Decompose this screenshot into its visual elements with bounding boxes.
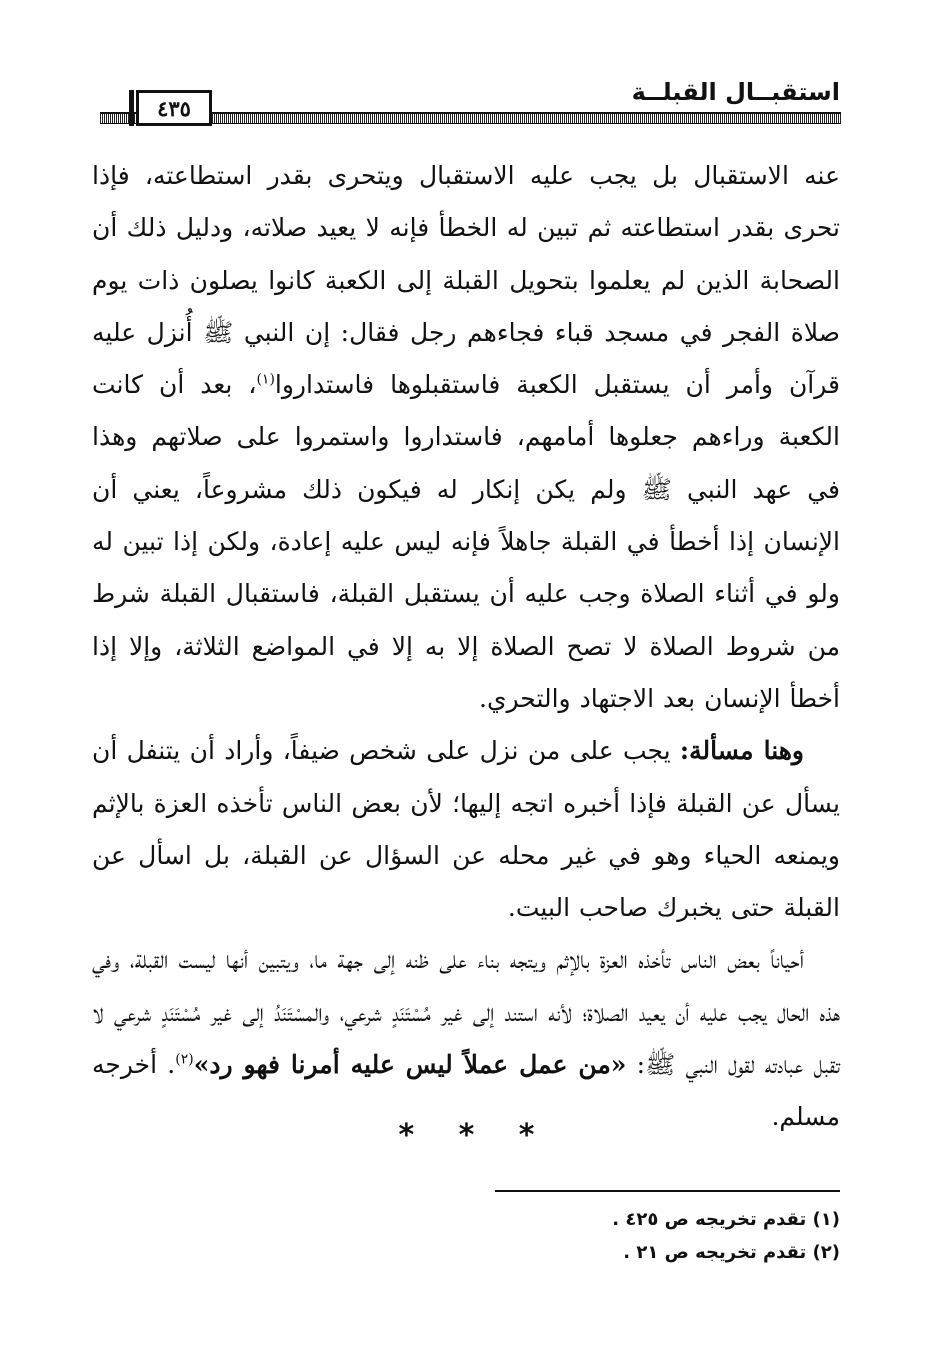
paragraph-3 xyxy=(92,934,840,1143)
footnote-2: (٢) تقدم تخريجه ص ٢١ . xyxy=(623,1242,840,1263)
paragraph-2 xyxy=(92,725,840,934)
paragraph-1-text: عنه الاستقبال بل يجب عليه الاستقبال ويتحرى بقدر استطاعته، فإذا تحرى بقدر استطاعته ثم تبين له الخطأ فإنه لا يعيد صلاته، ودليل ذلك أن الصحابة الذين لم يعلموا بتحويل القبلة إلى الكعبة كانوا يصلون ذات يوم صلاة الفجر في مسجد قباء فجاءهم رجل فقال: إن النبي ﷺ أُنزل عليه قرآن وأمر أن يستقبل الكعبة فاستقبلوها فاستداروا xyxy=(92,161,840,400)
footnote-ref-1: (١) xyxy=(256,371,275,388)
page-number: ٤٣٥ xyxy=(136,90,212,126)
footnote-ref-2: (٢) xyxy=(175,1051,194,1068)
paragraph-3-end: . أخرجه مسلم. xyxy=(92,1050,840,1132)
section-separator: * * * xyxy=(398,1118,535,1153)
paragraph-1-continued: ، بعد أن كانت الكعبة وراءهم جعلوها أمامهم، فاستداروا واستمروا على صلاتهم وهذا في عهد النبي ﷺ ولم يكن إنكار له فيكون ذلك مشروعاً، يعني أن الإنسان إذا أخطأ في القبلة جاهلاً فإنه ليس عليه إعادة، ولكن إذا تبين له ولو في أثناء الصلاة وجب عليه أن يستقبل القبلة، فاستقبال القبلة شرط من شروط الصلاة لا تصح الصلاة إلا به إلا في المواضع الثلاثة، وإلا إذا أخطأ الإنسان بعد الاجتهاد والتحري. xyxy=(92,370,840,713)
paragraph-2-text: يجب على من نزل على شخص ضيفاً، وأراد أن يتنفل أن يسأل عن القبلة فإذا أخبره اتجه إليها؛ لأن بعض الناس تأخذه العزة بالإثم ويمنعه الحياء وهو في غير محله عن السؤال عن القبلة، بل اسأل عن القبلة حتى يخبرك صاحب البيت. xyxy=(92,736,840,923)
paragraph-3-text: أحياناً بعض الناس تأخذه العزة بالإثم ويتجه بناء على ظنه إلى جهة ما، ويتبين أنها ليست القبلة، وفي هذه الحال يجب عليه أن يعيد الصلاة؛ لأنه استند إلى غير مُسْتَنَدٍ شرعي، والمسْتَنَدُ إلى غير مُسْتَنَدٍ شرعي لا تقبل عبادته لقول النبي ﷺ: xyxy=(92,945,840,1080)
paragraph-1 xyxy=(92,150,840,725)
page-number-box-edge xyxy=(129,90,134,126)
body-text xyxy=(92,150,840,1144)
footnote-rule xyxy=(495,1190,840,1192)
hadith-quote: «من عمل عملاً ليس عليه أمرنا فهو رد» xyxy=(193,1050,627,1080)
running-title: استقبــال القبلــة xyxy=(631,78,840,106)
question-lead: وهنا مسألة: xyxy=(679,736,804,766)
footnotes xyxy=(240,1203,840,1269)
footnote-1: (١) تقدم تخريجه ص ٤٢٥ . xyxy=(612,1209,840,1230)
